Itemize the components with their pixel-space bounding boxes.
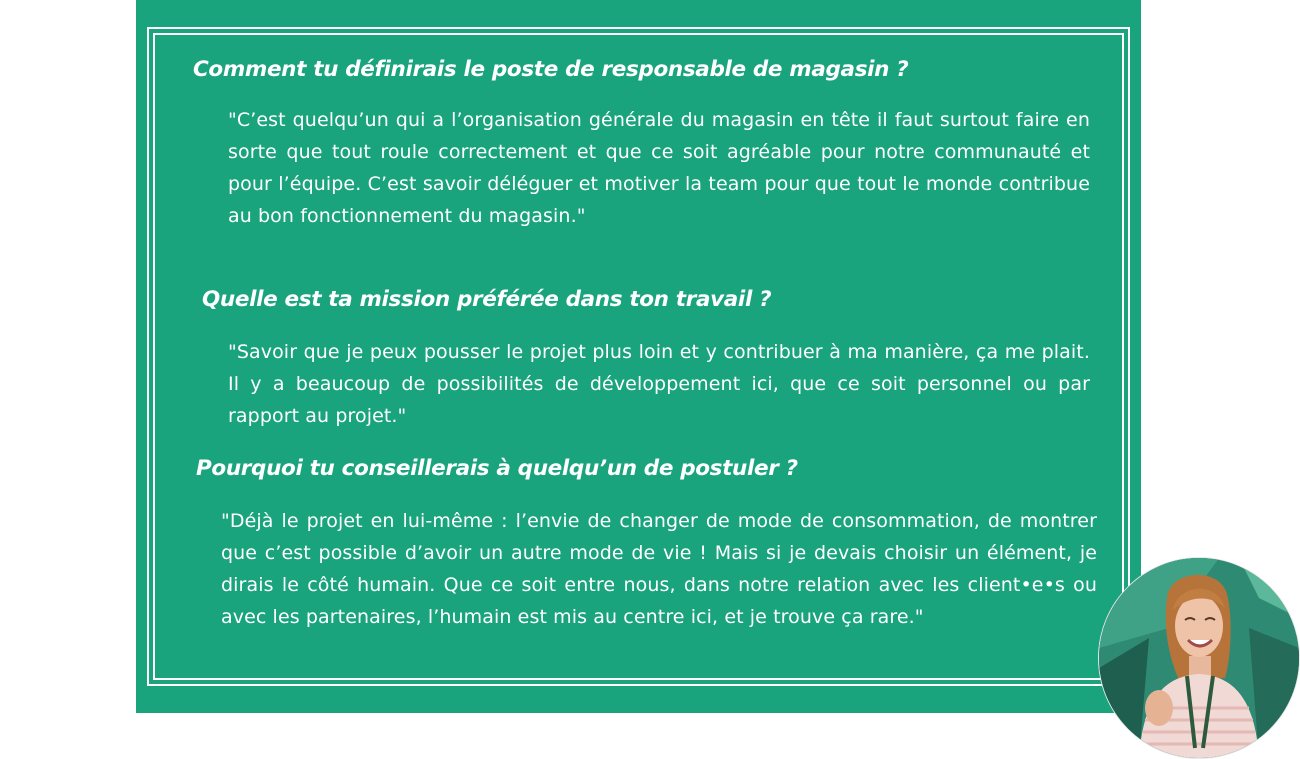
question-2: Quelle est ta mission préférée dans ton travail ? bbox=[202, 287, 772, 312]
answer-1: "C’est quelqu’un qui a l’organisation générale du magasin en tête il faut surtout faire en sorte que tout roule correctement et que ce soit agréable pour notre communauté et pour l’équipe. C’est savoir déléguer et motiver la team pour que tout le monde contribue au bon fonctionnement du magasin." bbox=[228, 109, 1090, 227]
employee-portrait-photo bbox=[1099, 558, 1299, 758]
answer-3: "Déjà le projet en lui-même : l’envie de changer de mode de consommation, de montrer que c’est possible d’avoir un autre mode de vie ! Mais si je devais choisir un élément, je dirais le côté humain. Que ce soit entre nous, dans notre relation avec les client•e•s ou avec les partenaires, l’humain est mis au centre ici, et je trouve ça rare." bbox=[221, 510, 1097, 628]
question-1: Comment tu définirais le poste de responsable de magasin ? bbox=[193, 57, 909, 82]
portrait-illustration bbox=[1099, 558, 1299, 758]
answer-2: "Savoir que je peux pousser le projet plus loin et y contribuer à ma manière, ça me plait. Il y a beaucoup de possibilités de développement ici, que ce soit personnel ou par rapport au projet." bbox=[228, 341, 1090, 427]
question-3: Pourquoi tu conseillerais à quelqu’un de postuler ? bbox=[196, 456, 798, 481]
